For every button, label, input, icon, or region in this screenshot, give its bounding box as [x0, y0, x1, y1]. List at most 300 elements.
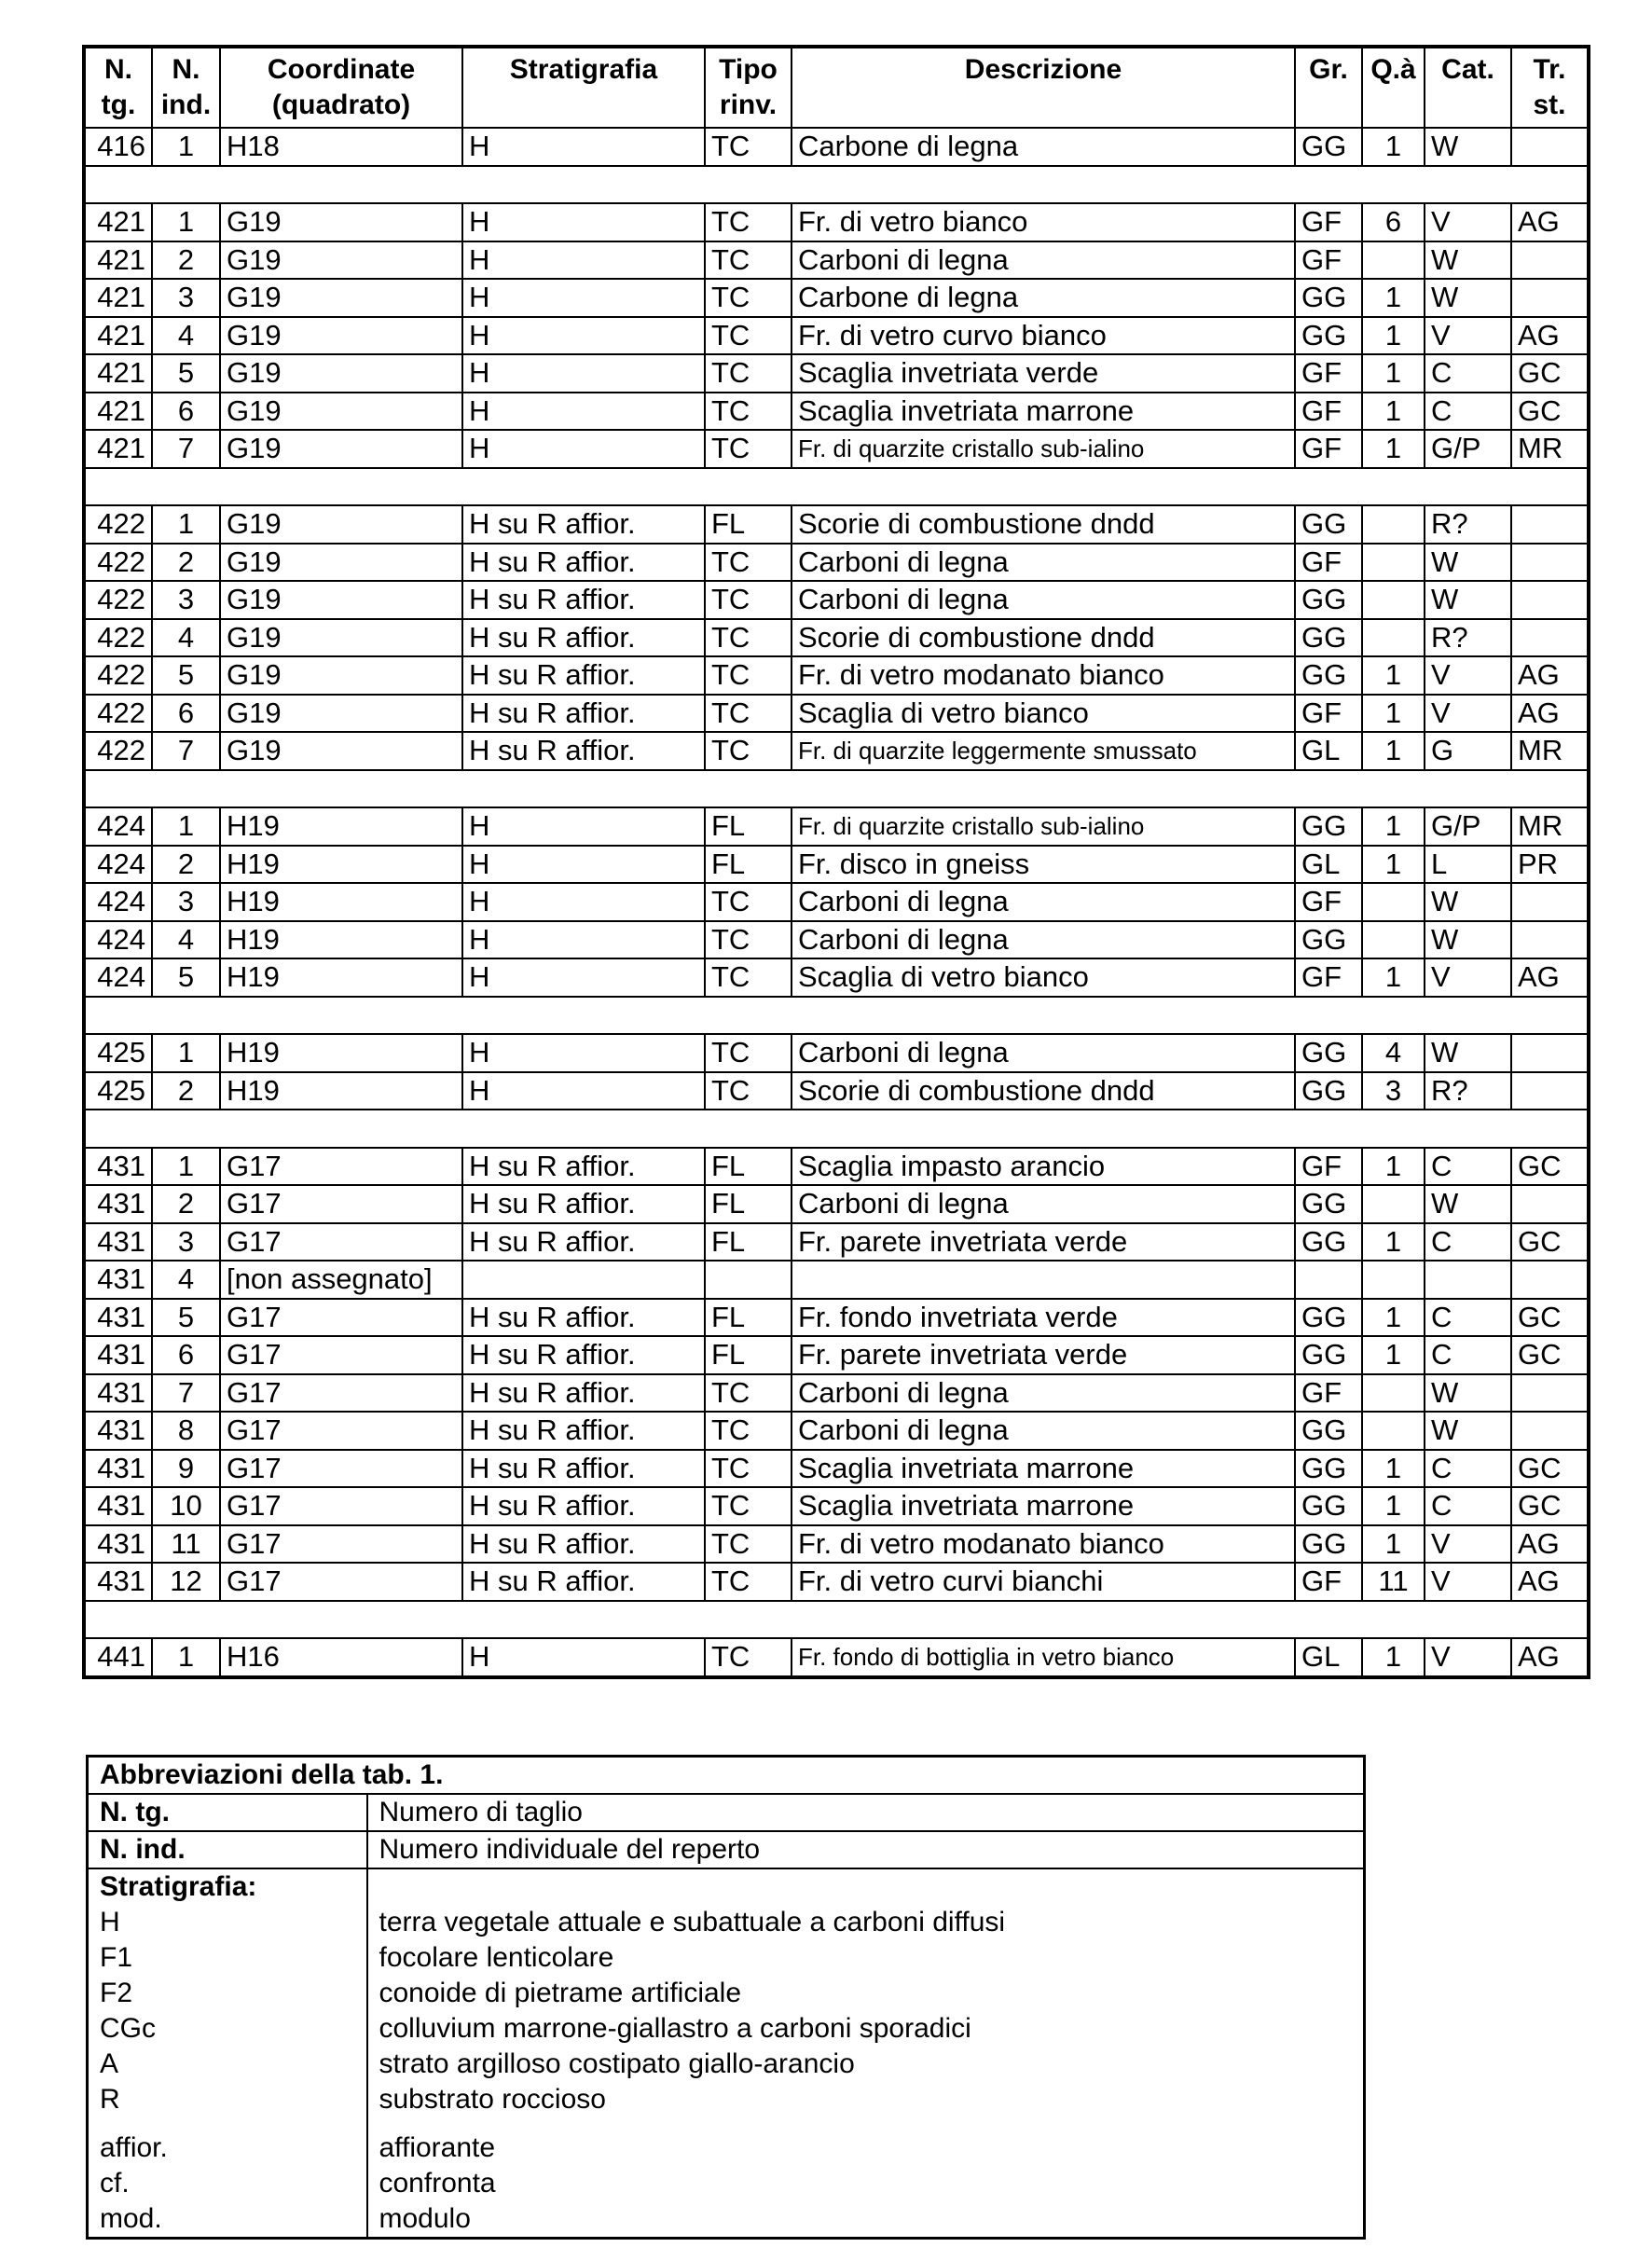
coordinates-cell: G19 — [220, 430, 462, 468]
coordinates-cell: G19 — [220, 241, 462, 280]
group-cell: GG — [1295, 1487, 1362, 1525]
group-cell: GL — [1295, 846, 1362, 884]
description-cell: Fr. fondo invetriata verde — [792, 1299, 1295, 1337]
coordinates-cell: G17 — [220, 1223, 462, 1261]
category-cell: C — [1425, 354, 1511, 393]
abbr-key: A — [100, 2048, 119, 2079]
category-cell: C — [1425, 393, 1511, 431]
quantity-cell: 1 — [1362, 1148, 1425, 1186]
quantity-cell — [1362, 1374, 1425, 1413]
coordinates-cell: H19 — [220, 807, 462, 846]
finds-table — [82, 45, 1590, 1679]
cut-number-cell: 422 — [84, 619, 152, 657]
separator-cell — [84, 997, 1589, 1035]
quantity-cell: 1 — [1362, 1336, 1425, 1374]
quantity-cell: 1 — [1362, 128, 1425, 166]
group-cell: GG — [1295, 128, 1362, 166]
description-cell: Scaglia invetriata marrone — [792, 393, 1295, 431]
trst-cell: GC — [1511, 1487, 1589, 1525]
find-number-cell: 5 — [152, 958, 220, 997]
trst-cell: GC — [1511, 1299, 1589, 1337]
find-number-cell: 7 — [152, 732, 220, 770]
description-cell: Fr. di quarzite leggermente smussato — [792, 732, 1295, 770]
abbr-value: substrato roccioso — [379, 2084, 606, 2115]
group-cell: GL — [1295, 1638, 1362, 1677]
separator-cell — [84, 468, 1589, 506]
stratigraphy-cell: H — [462, 1034, 705, 1072]
find-type-cell: TC — [705, 354, 792, 393]
group-cell: GF — [1295, 695, 1362, 733]
coordinates-cell: G19 — [220, 317, 462, 355]
quantity-cell — [1362, 883, 1425, 921]
description-cell: Scaglia invetriata verde — [792, 354, 1295, 393]
coordinates-cell: H19 — [220, 1034, 462, 1072]
find-type-cell: TC — [705, 732, 792, 770]
abbr-value: modulo — [379, 2203, 471, 2234]
trst-cell — [1511, 241, 1589, 280]
stratigraphy-cell: H su R affior. — [462, 1525, 705, 1564]
find-number-cell: 5 — [152, 656, 220, 695]
find-type-cell: TC — [705, 1412, 792, 1450]
stratigraphy-cell: H — [462, 846, 705, 884]
separator-row — [84, 770, 1589, 808]
quantity-cell: 4 — [1362, 1034, 1425, 1072]
stratigraphy-cell: H su R affior. — [462, 1563, 705, 1601]
trst-cell — [1511, 1374, 1589, 1413]
stratigraphy-cell: H — [462, 1072, 705, 1110]
trst-cell: MR — [1511, 430, 1589, 468]
stratigraphy-cell: H su R affior. — [462, 1223, 705, 1261]
cut-number-cell: 421 — [84, 430, 152, 468]
table-row — [84, 846, 1589, 884]
table-row — [84, 1487, 1589, 1525]
description-cell — [792, 1261, 1295, 1299]
table-row — [84, 732, 1589, 770]
quantity-cell: 1 — [1362, 1299, 1425, 1337]
cut-number-cell: 422 — [84, 695, 152, 733]
find-number-cell: 6 — [152, 1336, 220, 1374]
table-row — [84, 241, 1589, 280]
abbr-stratigraphy-title: Stratigrafia: — [100, 1871, 257, 1902]
coordinates-cell: G19 — [220, 732, 462, 770]
find-type-cell: FL — [705, 846, 792, 884]
quantity-cell — [1362, 619, 1425, 657]
find-number-cell: 12 — [152, 1563, 220, 1601]
trst-cell: MR — [1511, 732, 1589, 770]
quantity-cell: 1 — [1362, 317, 1425, 355]
group-cell: GG — [1295, 1412, 1362, 1450]
group-cell: GG — [1295, 1450, 1362, 1488]
trst-cell — [1511, 505, 1589, 544]
find-number-cell: 4 — [152, 619, 220, 657]
group-cell: GG — [1295, 1299, 1362, 1337]
table-row — [84, 1525, 1589, 1564]
trst-cell — [1511, 1034, 1589, 1072]
abbr-key: N. ind. — [88, 1831, 367, 1868]
stratigraphy-cell: H su R affior. — [462, 1336, 705, 1374]
stratigraphy-cell: H — [462, 279, 705, 317]
category-cell: V — [1425, 695, 1511, 733]
header-trst: Tr. st. — [1511, 47, 1589, 128]
group-cell: GF — [1295, 241, 1362, 280]
coordinates-cell: G17 — [220, 1185, 462, 1223]
trst-cell: GC — [1511, 1223, 1589, 1261]
abbr-key: F1 — [100, 1942, 133, 1973]
stratigraphy-cell: H su R affior. — [462, 581, 705, 619]
separator-row — [84, 1601, 1589, 1639]
trst-cell — [1511, 921, 1589, 959]
quantity-cell: 1 — [1362, 430, 1425, 468]
stratigraphy-cell: H su R affior. — [462, 544, 705, 582]
coordinates-cell: H19 — [220, 1072, 462, 1110]
find-number-cell: 5 — [152, 1299, 220, 1337]
cut-number-cell: 431 — [84, 1563, 152, 1601]
find-type-cell: FL — [705, 1299, 792, 1337]
stratigraphy-cell: H su R affior. — [462, 1450, 705, 1488]
find-number-cell: 2 — [152, 241, 220, 280]
find-type-cell: FL — [705, 505, 792, 544]
cut-number-cell: 424 — [84, 846, 152, 884]
stratigraphy-cell: H su R affior. — [462, 1374, 705, 1413]
abbr-key: mod. — [100, 2203, 162, 2234]
trst-cell — [1511, 279, 1589, 317]
find-type-cell: TC — [705, 279, 792, 317]
table-row — [84, 1223, 1589, 1261]
find-number-cell: 7 — [152, 1374, 220, 1413]
coordinates-cell: H19 — [220, 846, 462, 884]
description-cell: Fr. parete invetriata verde — [792, 1336, 1295, 1374]
stratigraphy-cell: H su R affior. — [462, 1412, 705, 1450]
find-type-cell: TC — [705, 695, 792, 733]
category-cell: W — [1425, 883, 1511, 921]
category-cell: C — [1425, 1223, 1511, 1261]
stratigraphy-cell: H — [462, 430, 705, 468]
cut-number-cell: 431 — [84, 1261, 152, 1299]
cut-number-cell: 416 — [84, 128, 152, 166]
stratigraphy-cell: H — [462, 203, 705, 241]
trst-cell: PR — [1511, 846, 1589, 884]
coordinates-cell: H19 — [220, 883, 462, 921]
cut-number-cell: 421 — [84, 203, 152, 241]
table-row — [84, 544, 1589, 582]
description-cell: Fr. di vetro modanato bianco — [792, 1525, 1295, 1564]
group-cell: GG — [1295, 619, 1362, 657]
category-cell: C — [1425, 1336, 1511, 1374]
find-type-cell: TC — [705, 317, 792, 355]
trst-cell — [1511, 544, 1589, 582]
abbr-caption-row — [88, 1757, 1365, 1795]
stratigraphy-cell: H — [462, 354, 705, 393]
cut-number-cell: 431 — [84, 1299, 152, 1337]
description-cell: Carboni di legna — [792, 544, 1295, 582]
find-type-cell: TC — [705, 958, 792, 997]
stratigraphy-cell: H — [462, 128, 705, 166]
coordinates-cell: G17 — [220, 1525, 462, 1564]
quantity-cell: 1 — [1362, 279, 1425, 317]
table-row — [84, 1072, 1589, 1110]
find-type-cell: FL — [705, 807, 792, 846]
stratigraphy-cell: H su R affior. — [462, 1487, 705, 1525]
table-row — [84, 619, 1589, 657]
cut-number-cell: 425 — [84, 1034, 152, 1072]
header-description: Descrizione — [792, 47, 1295, 128]
find-type-cell: TC — [705, 1034, 792, 1072]
stratigraphy-cell — [462, 1261, 705, 1299]
description-cell: Fr. di vetro bianco — [792, 203, 1295, 241]
category-cell: W — [1425, 921, 1511, 959]
category-cell: G — [1425, 732, 1511, 770]
description-cell: Carboni di legna — [792, 883, 1295, 921]
quantity-cell: 1 — [1362, 1450, 1425, 1488]
trst-cell — [1511, 128, 1589, 166]
trst-cell: AG — [1511, 1563, 1589, 1601]
coordinates-cell: G17 — [220, 1487, 462, 1525]
description-cell: Fr. di quarzite cristallo sub-ialino — [792, 807, 1295, 846]
cut-number-cell: 422 — [84, 732, 152, 770]
group-cell: GG — [1295, 921, 1362, 959]
abbr-stratigraphy-row — [88, 1868, 1365, 2239]
category-cell: V — [1425, 1525, 1511, 1564]
header-group: Gr. — [1295, 47, 1362, 128]
quantity-cell: 11 — [1362, 1563, 1425, 1601]
abbr-caption: Abbreviazioni della tab. 1. — [88, 1757, 1365, 1795]
header-type: Tipo rinv. — [705, 47, 792, 128]
find-number-cell: 3 — [152, 883, 220, 921]
category-cell: W — [1425, 1185, 1511, 1223]
group-cell: GG — [1295, 807, 1362, 846]
coordinates-cell: H19 — [220, 958, 462, 997]
find-number-cell: 8 — [152, 1412, 220, 1450]
category-cell: C — [1425, 1487, 1511, 1525]
find-type-cell: TC — [705, 241, 792, 280]
abbr-value: strato argilloso costipato giallo-arancio — [379, 2048, 855, 2079]
table-row — [84, 1034, 1589, 1072]
abbr-value: Numero di taglio — [367, 1794, 1365, 1831]
cut-number-cell: 424 — [84, 807, 152, 846]
header-stratigraphy: Stratigrafia — [462, 47, 705, 128]
quantity-cell — [1362, 1412, 1425, 1450]
category-cell: R? — [1425, 619, 1511, 657]
abbr-stratigraphy-keys — [88, 1868, 367, 2239]
abbr-key: CGc — [100, 2013, 156, 2044]
find-type-cell: FL — [705, 1148, 792, 1186]
description-cell: Scorie di combustione dndd — [792, 1072, 1295, 1110]
table-row — [84, 581, 1589, 619]
find-number-cell: 4 — [152, 1261, 220, 1299]
table-row — [84, 505, 1589, 544]
category-cell: V — [1425, 1563, 1511, 1601]
separator-cell — [84, 166, 1589, 204]
cut-number-cell: 431 — [84, 1336, 152, 1374]
header-nind: N. ind. — [152, 47, 220, 128]
coordinates-cell: G17 — [220, 1374, 462, 1413]
table-row — [84, 1185, 1589, 1223]
stratigraphy-cell: H su R affior. — [462, 656, 705, 695]
coordinates-cell: G17 — [220, 1148, 462, 1186]
group-cell: GF — [1295, 393, 1362, 431]
category-cell: G/P — [1425, 430, 1511, 468]
separator-row — [84, 997, 1589, 1035]
description-cell: Fr. disco in gneiss — [792, 846, 1295, 884]
description-cell: Scaglia invetriata marrone — [792, 1487, 1295, 1525]
find-number-cell: 3 — [152, 1223, 220, 1261]
table-row — [84, 430, 1589, 468]
description-cell: Scaglia impasto arancio — [792, 1148, 1295, 1186]
trst-cell: AG — [1511, 1638, 1589, 1677]
cut-number-cell: 421 — [84, 279, 152, 317]
trst-cell: AG — [1511, 695, 1589, 733]
description-cell: Carboni di legna — [792, 1374, 1295, 1413]
description-cell: Fr. di vetro curvo bianco — [792, 317, 1295, 355]
separator-row — [84, 1110, 1589, 1148]
find-type-cell: TC — [705, 921, 792, 959]
header-quantity: Q.à — [1362, 47, 1425, 128]
description-cell: Carboni di legna — [792, 1185, 1295, 1223]
coordinates-cell: H16 — [220, 1638, 462, 1677]
quantity-cell: 1 — [1362, 958, 1425, 997]
category-cell: W — [1425, 544, 1511, 582]
find-number-cell: 6 — [152, 695, 220, 733]
group-cell: GG — [1295, 1185, 1362, 1223]
coordinates-cell: H19 — [220, 921, 462, 959]
find-type-cell — [705, 1261, 792, 1299]
abbr-key: R — [100, 2084, 120, 2115]
trst-cell: GC — [1511, 354, 1589, 393]
group-cell: GF — [1295, 1563, 1362, 1601]
group-cell: GG — [1295, 1525, 1362, 1564]
separator-cell — [84, 1110, 1589, 1148]
table-row — [84, 1299, 1589, 1337]
description-cell: Fr. fondo di bottiglia in vetro bianco — [792, 1638, 1295, 1677]
quantity-cell: 1 — [1362, 807, 1425, 846]
cut-number-cell: 431 — [84, 1412, 152, 1450]
abbr-key: cf. — [100, 2168, 130, 2199]
find-number-cell: 2 — [152, 1072, 220, 1110]
category-cell: W — [1425, 279, 1511, 317]
table-row — [84, 128, 1589, 166]
description-cell: Scorie di combustione dndd — [792, 505, 1295, 544]
stratigraphy-cell: H su R affior. — [462, 619, 705, 657]
find-type-cell: TC — [705, 203, 792, 241]
table-row — [84, 317, 1589, 355]
abbr-value: affiorante — [379, 2132, 496, 2163]
stratigraphy-cell: H — [462, 958, 705, 997]
stratigraphy-cell: H su R affior. — [462, 1148, 705, 1186]
stratigraphy-cell: H su R affior. — [462, 732, 705, 770]
find-type-cell: TC — [705, 544, 792, 582]
header-ntg: N. tg. — [84, 47, 152, 128]
category-cell: V — [1425, 203, 1511, 241]
find-number-cell: 1 — [152, 1148, 220, 1186]
coordinates-cell: G19 — [220, 656, 462, 695]
cut-number-cell: 425 — [84, 1072, 152, 1110]
group-cell: GF — [1295, 354, 1362, 393]
category-cell: W — [1425, 1374, 1511, 1413]
coordinates-cell: G19 — [220, 393, 462, 431]
trst-cell: AG — [1511, 656, 1589, 695]
group-cell: GF — [1295, 430, 1362, 468]
table-row — [84, 695, 1589, 733]
trst-cell — [1511, 883, 1589, 921]
find-number-cell: 1 — [152, 128, 220, 166]
stratigraphy-cell: H su R affior. — [462, 1299, 705, 1337]
quantity-cell: 6 — [1362, 203, 1425, 241]
find-number-cell: 4 — [152, 921, 220, 959]
quantity-cell — [1362, 544, 1425, 582]
group-cell: GG — [1295, 317, 1362, 355]
quantity-cell — [1362, 505, 1425, 544]
cut-number-cell: 422 — [84, 581, 152, 619]
category-cell: W — [1425, 1412, 1511, 1450]
coordinates-cell: [non assegnato] — [220, 1261, 462, 1299]
coordinates-cell: G19 — [220, 279, 462, 317]
coordinates-cell: G19 — [220, 695, 462, 733]
find-type-cell: FL — [705, 1336, 792, 1374]
category-cell: W — [1425, 581, 1511, 619]
cut-number-cell: 424 — [84, 921, 152, 959]
find-number-cell: 3 — [152, 581, 220, 619]
description-cell: Carboni di legna — [792, 1034, 1295, 1072]
trst-cell: GC — [1511, 1336, 1589, 1374]
cut-number-cell: 431 — [84, 1525, 152, 1564]
find-type-cell: FL — [705, 1223, 792, 1261]
quantity-cell: 1 — [1362, 1223, 1425, 1261]
find-number-cell: 3 — [152, 279, 220, 317]
table-row — [84, 1638, 1589, 1677]
coordinates-cell: G17 — [220, 1563, 462, 1601]
cut-number-cell: 431 — [84, 1185, 152, 1223]
find-type-cell: TC — [705, 430, 792, 468]
group-cell: GF — [1295, 883, 1362, 921]
coordinates-cell: H18 — [220, 128, 462, 166]
abbr-value: focolare lenticolare — [379, 1942, 614, 1973]
find-number-cell: 7 — [152, 430, 220, 468]
separator-row — [84, 166, 1589, 204]
abbr-value: terra vegetale attuale e subattuale a carboni diffusi — [379, 1907, 1006, 1937]
category-cell: C — [1425, 1450, 1511, 1488]
coordinates-cell: G17 — [220, 1412, 462, 1450]
table-row — [84, 807, 1589, 846]
description-cell: Scaglia di vetro bianco — [792, 695, 1295, 733]
abbr-row — [88, 1794, 1365, 1831]
category-cell: C — [1425, 1148, 1511, 1186]
table-row — [84, 656, 1589, 695]
find-number-cell: 1 — [152, 807, 220, 846]
description-cell: Fr. di vetro curvi bianchi — [792, 1563, 1295, 1601]
quantity-cell — [1362, 921, 1425, 959]
quantity-cell — [1362, 1185, 1425, 1223]
trst-cell — [1511, 1412, 1589, 1450]
abbr-key: affior. — [100, 2132, 168, 2163]
find-number-cell: 11 — [152, 1525, 220, 1564]
trst-cell — [1511, 1072, 1589, 1110]
category-cell: W — [1425, 241, 1511, 280]
category-cell: R? — [1425, 1072, 1511, 1110]
group-cell: GG — [1295, 1223, 1362, 1261]
description-cell: Carboni di legna — [792, 581, 1295, 619]
category-cell — [1425, 1261, 1511, 1299]
abbr-value: confronta — [379, 2168, 496, 2199]
stratigraphy-cell: H — [462, 883, 705, 921]
category-cell: V — [1425, 656, 1511, 695]
find-type-cell: TC — [705, 656, 792, 695]
trst-cell: AG — [1511, 958, 1589, 997]
description-cell: Fr. di quarzite cristallo sub-ialino — [792, 430, 1295, 468]
coordinates-cell: G17 — [220, 1450, 462, 1488]
stratigraphy-cell: H — [462, 1638, 705, 1677]
trst-cell: GC — [1511, 1450, 1589, 1488]
coordinates-cell: G19 — [220, 505, 462, 544]
